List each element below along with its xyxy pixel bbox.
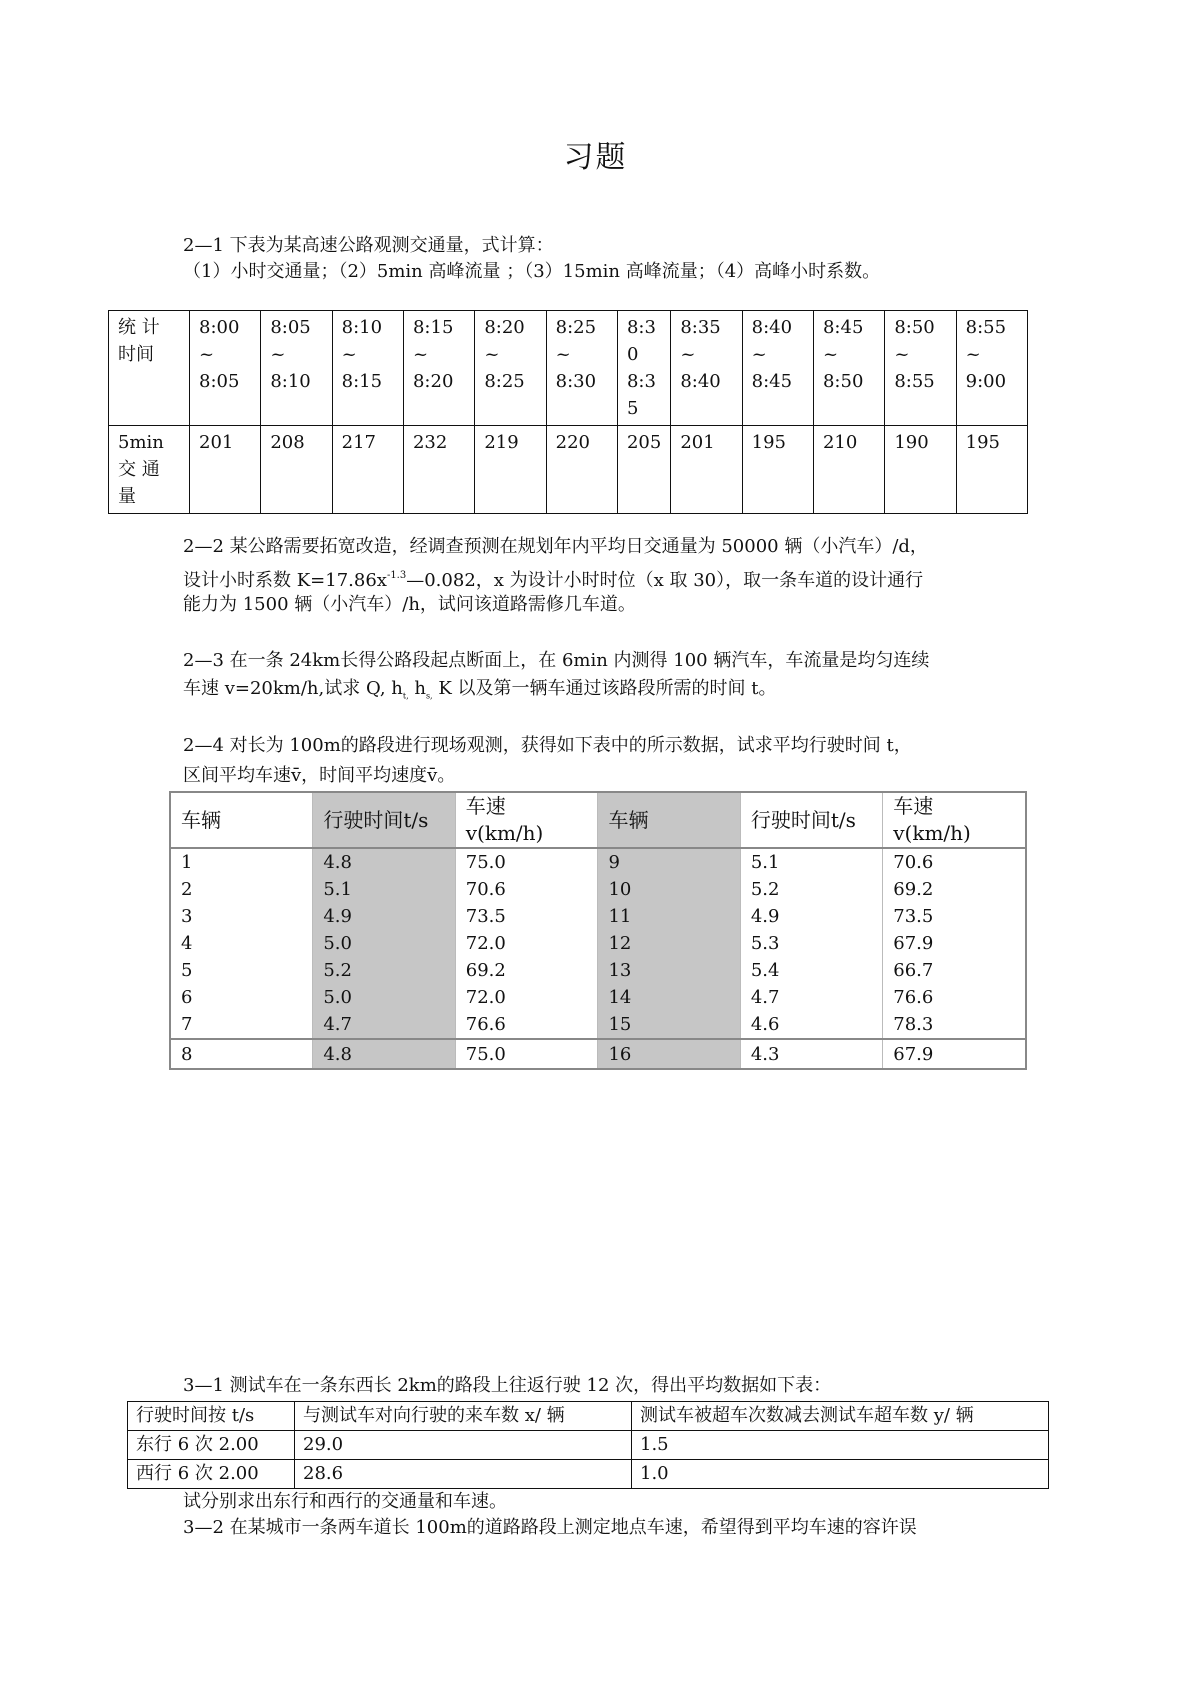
interval-end-part: 8:3	[626, 371, 656, 392]
volume-header-cell	[109, 426, 190, 514]
volume-cell: 195	[956, 426, 1027, 514]
table-cell: 10	[598, 876, 740, 903]
interval-end: 8:25	[484, 371, 525, 392]
interval-end: 8:10	[270, 371, 311, 392]
volume-row	[109, 426, 1028, 514]
interval-start-part: 0	[626, 344, 639, 365]
table-row	[170, 1039, 1026, 1069]
header-label-b: 时间	[118, 344, 154, 365]
table-cell: 70.6	[883, 848, 1026, 876]
table-cell: 9	[598, 848, 740, 876]
table-cell: 4.9	[313, 903, 455, 930]
interval-end-part: 5	[626, 398, 639, 419]
table-cell: 4.3	[740, 1039, 882, 1069]
problem-2-4-line1: 2—4 对长为 100m的路段进行现场观测，获得如下表中的所示数据，试求平均行驶时间 t，	[183, 735, 912, 756]
table-cell: 75.0	[455, 1039, 598, 1069]
tilde: ~	[822, 344, 839, 365]
tilde: ~	[680, 344, 696, 365]
tilde: ~	[199, 344, 215, 365]
interval-cell	[190, 311, 261, 426]
table-cell: 14	[598, 984, 740, 1011]
header-cell: 车辆	[598, 792, 740, 848]
value-label-b: 交 通	[118, 459, 160, 480]
table-cell: 4.6	[740, 1011, 882, 1039]
table-cell: 11	[598, 903, 740, 930]
interval-start: 8:50	[894, 317, 935, 338]
problem-2-3-line1: 2—3 在一条 24km长得公路段起点断面上，在 6min 内测得 100 辆汽车，车流量是均匀连续	[183, 650, 930, 671]
table-cell: 73.5	[455, 903, 598, 930]
interval-start: 8:10	[341, 317, 383, 338]
table-row	[170, 876, 1026, 903]
problem-2-1-line1: 2—1 下表为某高速公路观测交通量，式计算：	[183, 235, 554, 256]
traffic-volume-table	[108, 310, 1028, 514]
table-cell: 13	[598, 957, 740, 984]
table-cell: 4.7	[313, 1011, 455, 1039]
table-row	[170, 1011, 1026, 1039]
problem-2-3-line2	[183, 676, 776, 710]
header-cell: 行驶时间按 t/s	[128, 1402, 295, 1431]
table-cell: 1.5	[632, 1431, 1049, 1460]
interval-end: 8:05	[199, 371, 240, 392]
table-cell: 4.7	[740, 984, 882, 1011]
problem-2-2-line2-a: 设计小时系数 K=17.86x	[183, 570, 387, 591]
table-cell: 东行 6 次 2.00	[128, 1431, 295, 1460]
volume-cell: 232	[403, 426, 474, 514]
problem-2-2-line1: 2—2 某公路需要拓宽改造，经调查预测在规划年内平均日交通量为 50000 辆（小汽车）/d，	[183, 536, 928, 557]
interval-cell	[403, 311, 474, 426]
interval-cell	[475, 311, 546, 426]
volume-cell: 201	[190, 426, 261, 514]
interval-end: 8:45	[751, 371, 793, 392]
table-row	[170, 984, 1026, 1011]
header-cell: 与测试车对向行驶的来车数 x/ 辆	[295, 1402, 632, 1431]
table-cell: 5.0	[313, 930, 455, 957]
interval-start: 8:25	[555, 317, 597, 338]
interval-end: 8:20	[412, 371, 454, 392]
table-row	[128, 1460, 1049, 1489]
problem-2-2-line3: 能力为 1500 辆（小汽车）/h，试问该道路需修几车道。	[183, 594, 636, 615]
table-cell: 5.2	[740, 876, 882, 903]
header-cell: 车速 v(km/h)	[455, 792, 598, 848]
volume-cell: 208	[261, 426, 332, 514]
table-cell: 78.3	[883, 1011, 1026, 1039]
interval-cell	[671, 311, 742, 426]
table-cell: 73.5	[883, 903, 1026, 930]
problem-2-3-line2-a: 车速 v=20km/h,试求 Q, h	[183, 678, 403, 699]
interval-start-part: 8:3	[626, 317, 656, 338]
value-label-a: 5min	[118, 432, 164, 453]
table-cell: 5.3	[740, 930, 882, 957]
volume-cell: 201	[671, 426, 742, 514]
header-cell: 车速 v(km/h)	[883, 792, 1026, 848]
table-cell: 1	[181, 852, 193, 873]
table-header-row	[128, 1402, 1049, 1431]
problem-3-1-conclusion: 试分别求出东行和西行的交通量和车速。	[183, 1491, 507, 1512]
problem-2-3-line2-b: h	[408, 678, 426, 699]
interval-cell	[813, 311, 884, 426]
table-cell: 5	[181, 960, 193, 981]
page-title: 习题	[563, 140, 628, 175]
table-cell: 4.8	[313, 848, 455, 876]
tilde: ~	[965, 344, 981, 365]
interval-start: 8:45	[822, 317, 864, 338]
table-row	[128, 1431, 1049, 1460]
table-cell: 15	[598, 1011, 740, 1039]
volume-cell: 219	[475, 426, 546, 514]
problem-2-1-line2: （1）小时交通量；（2）5min 高峰流量 ；（3）15min 高峰流量；（4）高峰小时系数。	[183, 261, 881, 282]
table-cell: 5.2	[313, 957, 455, 984]
test-vehicle-table	[127, 1401, 1049, 1489]
interval-end: 8:55	[894, 371, 935, 392]
interval-cell	[617, 311, 670, 426]
problem-3-1-line1: 3—1 测试车在一条东西长 2km的路段上往返行驶 12 次，得出平均数据如下表：	[183, 1375, 832, 1396]
table-row	[170, 903, 1026, 930]
table-cell: 69.2	[455, 957, 598, 984]
table-cell: 5.4	[740, 957, 882, 984]
subscript-s: s,	[425, 691, 433, 701]
problem-3-2-line1: 3—2 在某城市一条两车道长 100m的道路路段上测定地点车速，希望得到平均车速的容许误	[183, 1517, 917, 1538]
volume-cell: 217	[332, 426, 403, 514]
tilde: ~	[341, 344, 357, 365]
volume-cell: 205	[617, 426, 670, 514]
interval-end: 8:15	[341, 371, 383, 392]
subscript-t: t,	[402, 691, 409, 701]
interval-start: 8:05	[270, 317, 311, 338]
interval-end: 8:50	[822, 371, 864, 392]
volume-cell: 210	[813, 426, 884, 514]
problem-2-2-line2	[183, 563, 923, 594]
table-cell: 2	[181, 879, 193, 900]
table-cell: 6	[181, 987, 193, 1008]
interval-cell	[956, 311, 1027, 426]
table-row	[170, 957, 1026, 984]
table-cell: 76.6	[883, 984, 1026, 1011]
table-cell: 5.1	[740, 848, 882, 876]
volume-cell: 195	[742, 426, 813, 514]
tilde: ~	[484, 344, 500, 365]
tilde: ~	[894, 344, 910, 365]
table-cell: 3	[181, 906, 193, 927]
table-row	[170, 848, 1026, 876]
volume-cell: 220	[546, 426, 617, 514]
table-cell: 72.0	[455, 984, 598, 1011]
table-row	[170, 930, 1026, 957]
table-cell: 1.0	[632, 1460, 1049, 1489]
interval-start: 8:15	[412, 317, 454, 338]
table-cell: 5.0	[313, 984, 455, 1011]
table-cell: 28.6	[295, 1460, 632, 1489]
header-cell: 行驶时间t/s	[740, 792, 882, 848]
table-cell: 16	[598, 1039, 740, 1069]
interval-cell	[885, 311, 956, 426]
tilde: ~	[270, 344, 286, 365]
tilde: ~	[555, 344, 571, 365]
interval-end: 8:40	[680, 371, 721, 392]
table-cell: 67.9	[883, 1039, 1026, 1069]
value-label-c: 量	[118, 486, 136, 507]
table-cell: 70.6	[455, 876, 598, 903]
interval-end: 8:30	[555, 371, 597, 392]
table-cell: 29.0	[295, 1431, 632, 1460]
table-header-row	[170, 792, 1026, 848]
tilde: ~	[412, 344, 429, 365]
interval-cell	[742, 311, 813, 426]
table-cell: 4	[181, 933, 193, 954]
interval-start: 8:35	[680, 317, 721, 338]
interval-end: 9:00	[965, 371, 1007, 392]
interval-start: 8:20	[484, 317, 525, 338]
table-cell: 4.9	[740, 903, 882, 930]
problem-2-3-line2-c: K 以及第一辆车通过该路段所需的时间 t。	[432, 678, 777, 699]
time-row	[109, 311, 1028, 426]
table-cell: 69.2	[883, 876, 1026, 903]
table-cell: 12	[598, 930, 740, 957]
exponent: -1.3	[386, 570, 407, 581]
interval-start: 8:40	[751, 317, 793, 338]
header-cell: 测试车被超车次数减去测试车超车数 y/ 辆	[632, 1402, 1049, 1431]
volume-cell: 190	[885, 426, 956, 514]
header-label-a: 统 计	[118, 317, 160, 338]
interval-cell	[261, 311, 332, 426]
table-cell: 67.9	[883, 930, 1026, 957]
table-cell: 4.8	[313, 1039, 455, 1069]
table-cell: 5.1	[313, 876, 455, 903]
problem-2-4-line2: 区间平均车速v̄，时间平均速度v̄。	[183, 765, 456, 786]
table-cell: 西行 6 次 2.00	[128, 1460, 295, 1489]
vehicle-speed-table	[169, 791, 1027, 1070]
interval-cell	[546, 311, 617, 426]
tilde: ~	[751, 344, 767, 365]
table-cell: 7	[181, 1014, 193, 1035]
table-cell: 75.0	[455, 848, 598, 876]
time-header-cell	[109, 311, 190, 426]
table-cell: 8	[170, 1039, 313, 1069]
interval-cell	[332, 311, 403, 426]
interval-start: 8:55	[965, 317, 1007, 338]
interval-start: 8:00	[199, 317, 240, 338]
table-cell: 72.0	[455, 930, 598, 957]
problem-2-2-line2-b: —0.082，x 为设计小时时位（x 取 30），取一条车道的设计通行	[406, 570, 924, 591]
header-cell: 车辆	[170, 792, 313, 848]
table-cell: 76.6	[455, 1011, 598, 1039]
table-cell: 66.7	[883, 957, 1026, 984]
header-cell: 行驶时间t/s	[313, 792, 455, 848]
